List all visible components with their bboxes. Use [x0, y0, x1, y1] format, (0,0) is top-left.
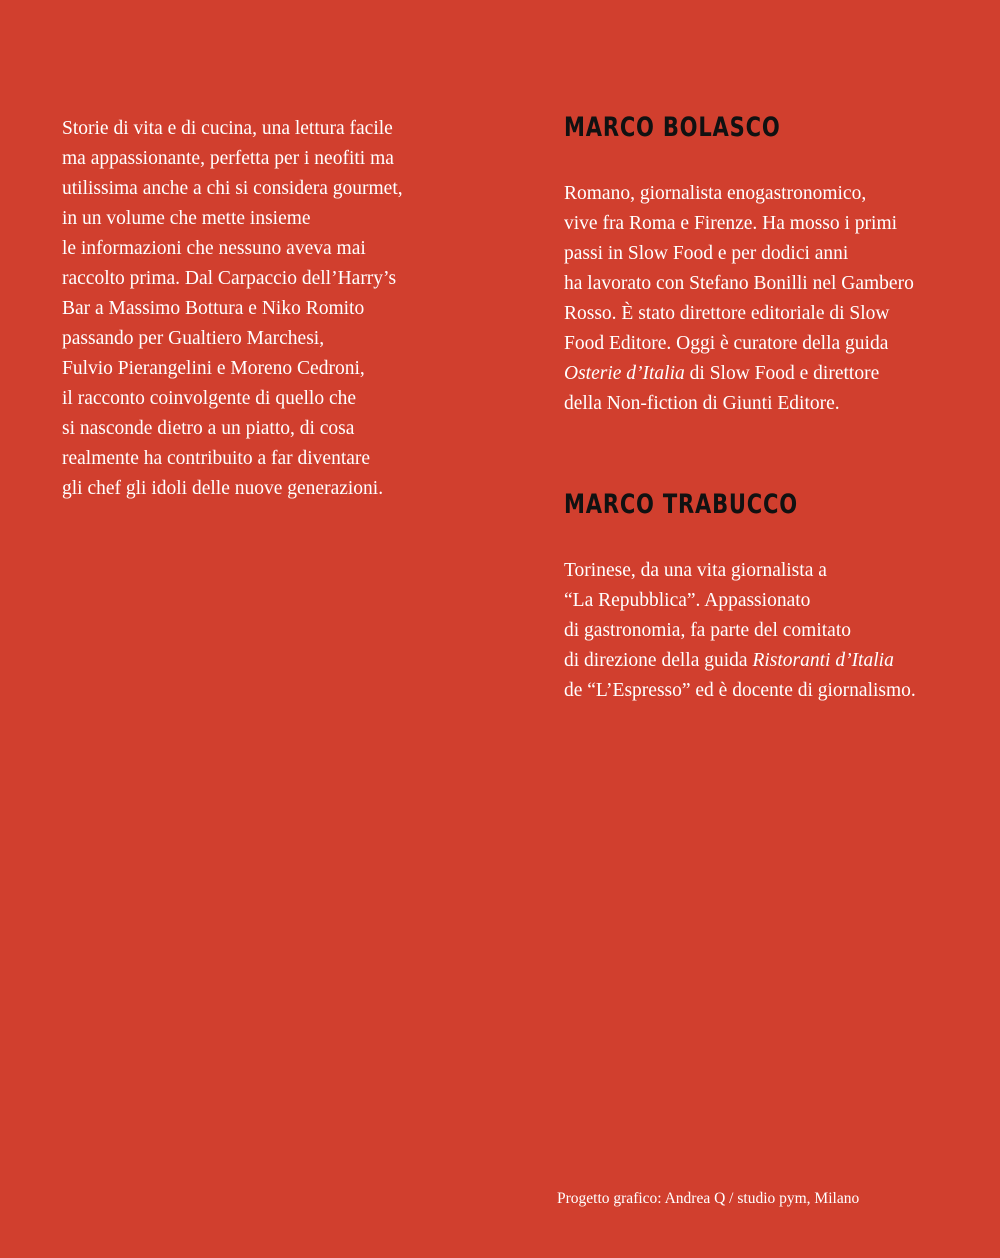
description-line: passando per Gualtiero Marchesi,: [62, 328, 325, 349]
author-bio: [564, 179, 984, 419]
description-paragraph: [62, 114, 462, 504]
author-name-heading: MARCO BOLASCO: [564, 112, 781, 143]
description-line: Bar a Massimo Bottura e Niko Romito: [62, 298, 365, 319]
bio-line-rest: di Slow Food e direttore: [684, 363, 880, 384]
author-bio: [564, 556, 984, 706]
description-line: Fulvio Pierangelini e Moreno Cedroni,: [62, 358, 365, 379]
author-trabucco-section: [564, 489, 984, 706]
bio-line: della Non-fiction di Giunti Editore.: [564, 393, 840, 414]
design-credits: Progetto grafico: Andrea Q / studio pym, Milano: [557, 1190, 860, 1207]
guide-title: Osterie d’Italia: [564, 363, 685, 384]
bio-line-start: di direzione della guida: [564, 650, 753, 671]
book-description: [62, 114, 462, 504]
bio-line: vive fra Roma e Firenze. Ha mosso i primi: [564, 213, 898, 234]
description-line: il racconto coinvolgente di quello che: [62, 388, 357, 409]
bio-line: [564, 359, 984, 389]
description-line: gli chef gli idoli delle nuove generazioni.: [62, 478, 384, 499]
bio-line: Romano, giornalista enogastronomico,: [564, 183, 867, 204]
bio-line: Rosso. È stato direttore editoriale di Slow: [564, 303, 890, 324]
bio-line: de “L’Espresso” ed è docente di giornalismo.: [564, 680, 916, 701]
description-line: utilissima anche a chi si considera gourmet,: [62, 178, 403, 199]
description-line: le informazioni che nessuno aveva mai: [62, 238, 366, 259]
bio-line: Torinese, da una vita giornalista a: [564, 560, 827, 581]
description-line: realmente ha contribuito a far diventare: [62, 448, 371, 469]
description-line: raccolto prima. Dal Carpaccio dell’Harry’s: [62, 268, 397, 289]
bio-line: Food Editore. Oggi è curatore della guida: [564, 333, 889, 354]
description-line: si nasconde dietro a un piatto, di cosa: [62, 418, 355, 439]
guide-title: Ristoranti d’Italia: [752, 650, 894, 671]
description-line: Storie di vita e di cucina, una lettura facile: [62, 118, 393, 139]
bio-line: ha lavorato con Stefano Bonilli nel Gambero: [564, 273, 914, 294]
description-line: ma appassionante, perfetta per i neofiti ma: [62, 148, 394, 169]
bio-line: passi in Slow Food e per dodici anni: [564, 243, 849, 264]
description-line: in un volume che mette insieme: [62, 208, 311, 229]
bio-line: “La Repubblica”. Appassionato: [564, 590, 811, 611]
bio-line: di gastronomia, fa parte del comitato: [564, 620, 851, 641]
bio-line: [564, 646, 984, 676]
author-bolasco-section: [564, 112, 984, 419]
author-name-heading: MARCO TRABUCCO: [564, 489, 798, 520]
